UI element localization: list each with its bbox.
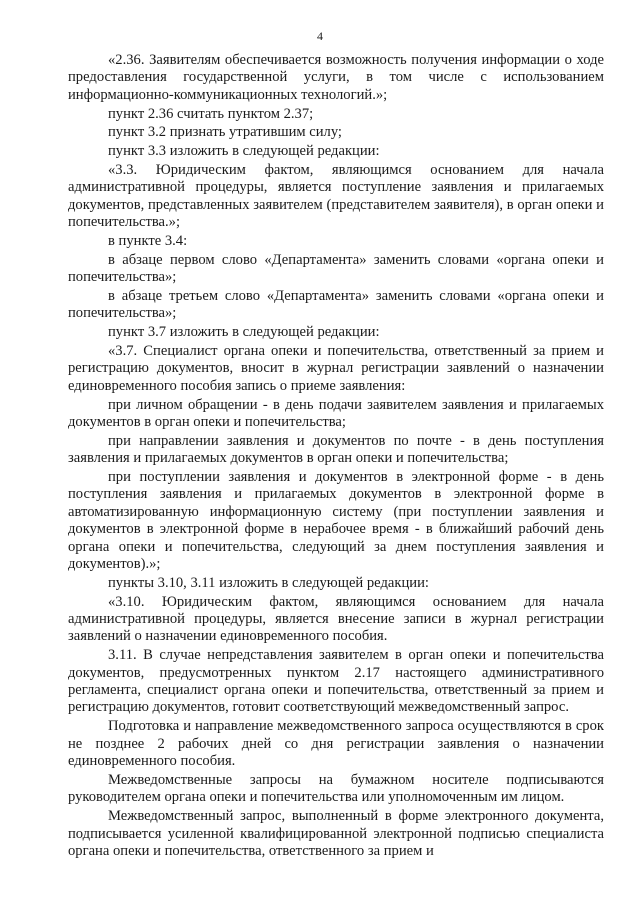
paragraph: пункт 3.7 изложить в следующей редакции: (108, 324, 380, 341)
paragraph: пункт 3.3 изложить в следующей редакции: (108, 143, 380, 160)
paragraph: в абзаце третьем слово «Департамента» заменить словами «органа опеки и попечительства»; (68, 288, 604, 322)
page-number: 4 (317, 29, 323, 43)
paragraph: «3.10. Юридическим фактом, являющимся основанием для начала административной процедуры, является внесение записи в журнал регистрации заявлений о назначении единовременного пособия. (68, 593, 604, 645)
paragraph: Межведомственный запрос, выполненный в форме электронного документа, подписывается усиленной квалифицированной электронной подписью специалиста органа опеки и попечительства, ответственного за прием и (68, 808, 604, 859)
paragraph: пункт 2.36 считать пунктом 2.37; (108, 105, 314, 122)
paragraph: при поступлении заявления и документов в электронной форме - в день поступления заявления и прилагаемых документов в электронной форме в автоматизированную информационную систему (при поступлении заявления и документов в электронной форме в нерабочее время - в ближайший рабочий день органа опеки и попечительства, следующий за днем поступления заявления и документов).»; (68, 469, 604, 573)
paragraph: Межведомственные запросы на бумажном носителе подписываются руководителем органа опеки и попечительства или уполномоченным им лицом. (68, 771, 604, 806)
paragraph: при личном обращении - в день подачи заявителем заявления и прилагаемых документов в орган опеки и попечительства; (68, 396, 604, 431)
paragraph: пункты 3.10, 3.11 изложить в следующей редакции: (108, 574, 429, 591)
paragraph: пункт 3.2 признать утратившим силу; (108, 124, 342, 141)
paragraph: при направлении заявления и документов по почте - в день поступления заявления и прилагаемых документов в орган опеки и попечительства; (68, 432, 604, 467)
paragraph: Подготовка и направление межведомственного запроса осуществляются в срок не позднее 2 рабочих дней со дня регистрации заявления о назначении единовременного пособия. (68, 718, 604, 770)
paragraph: «3.3. Юридическим фактом, являющимся основанием для начала административной процедуры, является поступление заявления и прилагаемых документов, представленных заявителем (представителем заявителя), в орган опеки и попечительства.»; (68, 162, 604, 231)
paragraph: 3.11. В случае непредставления заявителем в орган опеки и попечительства документов, предусмотренных пунктом 2.17 настоящего административного регламента, специалист органа опеки и попечительства, ответственный за прием и регистрацию документов, готовит соответствующий межведомственный запрос. (68, 647, 604, 716)
paragraph: в абзаце первом слово «Департамента» заменить словами «органа опеки и попечительства»; (68, 251, 604, 286)
document-body (68, 52, 604, 862)
paragraph: «2.36. Заявителям обеспечивается возможность получения информации о ходе предоставления государственной услуги, в том числе с использованием информационно-коммуникационных технологий.»; (68, 52, 604, 103)
paragraph: в пункте 3.4: (108, 233, 188, 250)
paragraph: «3.7. Специалист органа опеки и попечительства, ответственный за прием и регистрацию документов, вносит в журнал регистрации заявлений о назначении единовременного пособия запись о приеме заявления: (68, 343, 604, 394)
